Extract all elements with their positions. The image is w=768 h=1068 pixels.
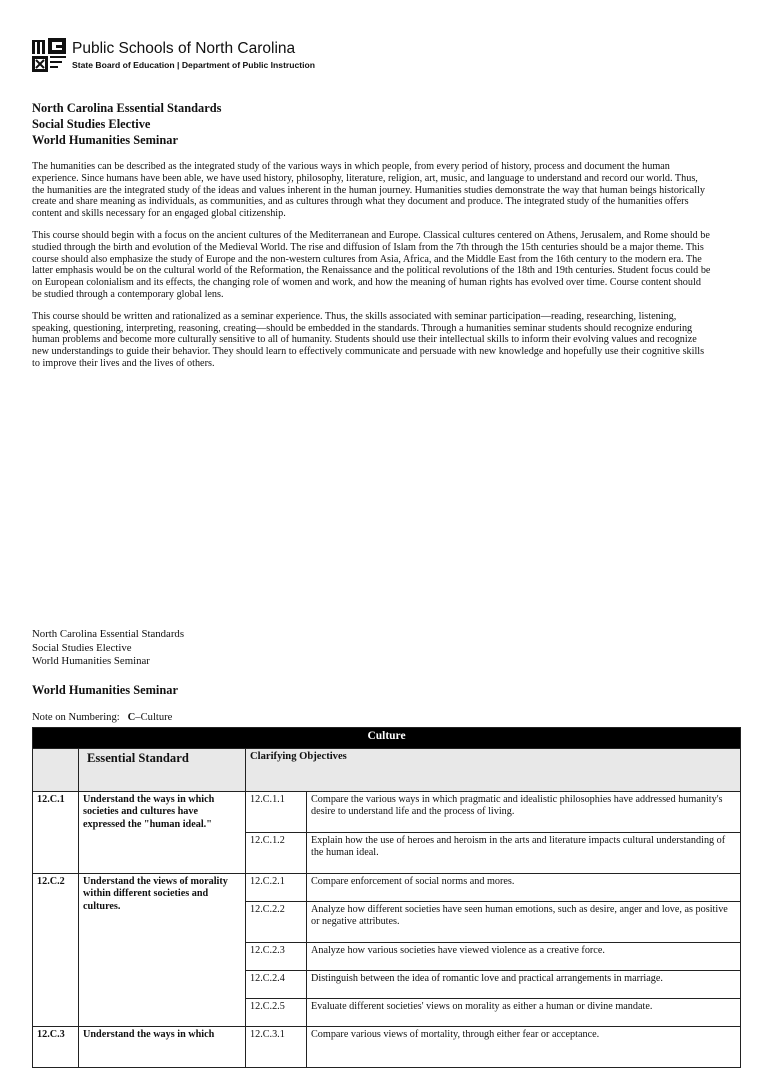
- standard-code: 12.C.2: [33, 874, 79, 1027]
- org-subtitle: State Board of Education | Department of Public Instruction: [72, 60, 316, 70]
- objective-text: Analyze how various societies have viewed violence as a creative force.: [307, 943, 741, 971]
- numbering-note: [32, 712, 172, 723]
- essential-standard-header: Essential Standard: [79, 749, 246, 792]
- standard-code: 12.C.3: [33, 1027, 79, 1068]
- numbering-note-meaning: –Culture: [135, 712, 173, 723]
- nc-logo-icon: [32, 38, 66, 72]
- table-banner: Culture: [33, 728, 741, 749]
- objective-text: Analyze how different societies have seen human emotions, such as desire, anger and love, as positive or negative attributes.: [307, 902, 741, 943]
- intro-paragraph-1: The humanities can be described as the integrated study of the various ways in which people, from every period of history, process and document the human experience. Since humans have been able, we have used history, philosophy, literature, religion, art, music, and language to understand and record our world. Thus, the humanities are the integrated study of the ideas and values inherent in the human journey. Humanities studies demonstrate the way that human beings historically create and share meaning as individuals, as communities, and as cultures through what they document and produce. The integrated study of the humanities offers content and skills necessary for an engaged global citizenship.: [32, 161, 705, 220]
- objective-code: 12.C.2.3: [246, 943, 307, 971]
- title-line-2: Social Studies Elective: [32, 117, 151, 131]
- objective-code: 12.C.2.4: [246, 971, 307, 999]
- intro-paragraph-2: This course should begin with a focus on the ancient cultures of the Mediterranean and Europe. Classical cultures centered on Athens, Jerusalem, and Rome should be studied through the birth and evolution of the Medieval World. The rise and diffusion of Islam from the 7th through the 15th centuries should be a major theme. This course should also emphasize the study of Europe and the non-western cultures from Asia, Africa, and the Middle East from the 16th century to the modern era. The latter emphasis would be on the cultural world of the Reformation, the Renaissance and the political revolutions of the 18th and 19th centuries. Student focus could be on European colonialism and its effects, the changing role of women and work, and how the meaning of human rights has evolved over time. Course content should be studied through a contemporary global lens.: [32, 229, 711, 300]
- intro-paragraph-3: This course should be written and rationalized as a seminar experience. Thus, the skills associated with seminar participation—reading, researching, listening, speaking, questioning, interpreting, reasoning, creating—should be embedded in the standards. Through a humanities seminar students should recognize enduring human problems and become more culturally sensitive to all of humanity. Students should use their intellectual skills to inform their evolving values and recognize new understandings to guide their behavior. They should learn to effectively communicate and persuade with new knowledge and hopefully use their cognitive skills to improve their lives and the lives of others.: [32, 310, 705, 369]
- standard-text: Understand the ways in which societies and cultures have expressed the "human ideal.": [79, 792, 246, 874]
- header-blank-cell: [33, 749, 79, 792]
- objective-code: 12.C.1.1: [246, 792, 307, 833]
- objective-code: 12.C.3.1: [246, 1027, 307, 1068]
- objective-text: Compare enforcement of social norms and mores.: [307, 874, 741, 902]
- objective-code: 12.C.2.1: [246, 874, 307, 902]
- section-title: World Humanities Seminar: [32, 683, 178, 697]
- objective-text: Explain how the use of heroes and heroism in the arts and literature impacts cultural understanding of the human ideal.: [307, 833, 741, 874]
- objective-code: 12.C.2.5: [246, 999, 307, 1027]
- objective-text: Compare the various ways in which pragmatic and idealistic philosophies have addressed humanity's desire to understand life and the process of living.: [307, 792, 741, 833]
- standards-table: [32, 727, 741, 1068]
- numbering-note-label: Note on Numbering:: [32, 712, 120, 723]
- numbering-note-code: C: [127, 712, 136, 723]
- standard-text: Understand the ways in which: [79, 1027, 246, 1068]
- clarifying-objectives-header: Clarifying Objectives: [246, 749, 741, 792]
- standard-code: 12.C.1: [33, 792, 79, 874]
- objective-code: 12.C.1.2: [246, 833, 307, 874]
- document-title: [32, 100, 221, 148]
- objective-code: 12.C.2.2: [246, 902, 307, 943]
- objective-text: Compare various views of mortality, through either fear or acceptance.: [307, 1027, 741, 1068]
- objective-text: Distinguish between the idea of romantic love and practical arrangements in marriage.: [307, 971, 741, 999]
- dpi-logo: [32, 34, 328, 74]
- running-header-line-1: North Carolina Essential Standards: [32, 628, 185, 640]
- course-description: [32, 161, 712, 380]
- running-header-line-2: Social Studies Elective: [32, 641, 132, 654]
- running-header-line-3: World Humanities Seminar: [32, 655, 150, 667]
- org-name: Public Schools of North Carolina: [72, 40, 296, 57]
- standard-text: Understand the views of morality within different societies and cultures.: [79, 874, 246, 1027]
- objective-text: Evaluate different societies' views on morality as either a human or divine mandate.: [307, 999, 741, 1027]
- page-running-header: [32, 628, 184, 669]
- title-line-3: World Humanities Seminar: [32, 133, 178, 147]
- title-line-1: North Carolina Essential Standards: [32, 101, 222, 115]
